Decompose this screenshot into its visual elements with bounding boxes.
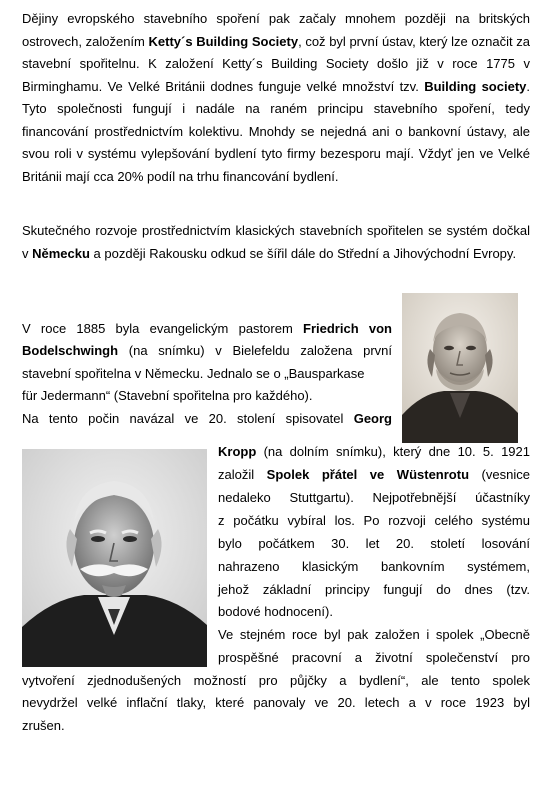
text-run: založil: [218, 467, 267, 482]
text-line: [22, 715, 530, 738]
text-run: Dějiny evropského stavebního spoření pak začaly mnohem později na britských ostrovech, založením: [22, 11, 530, 49]
text-run: stavební spořitelna v Německu. Jednalo se o „Bausparkase: [22, 366, 365, 381]
text-run: jehož základní principy fungují do dnes (tzv.: [218, 582, 530, 597]
text-run: bylo počátkem 30. let 20. století losování: [218, 536, 530, 551]
bold-text-run: Friedrich von: [303, 321, 392, 336]
bold-term-building-society: Building society: [424, 78, 527, 94]
text-run: (na snímku) v Bielefeldu založena první: [118, 343, 392, 358]
text-line: [218, 601, 530, 624]
text-run: V roce 1885 byla evangelickým pastorem: [22, 321, 304, 336]
photo-friedrich-von-bodelschwingh: [402, 293, 518, 443]
text-line: [218, 510, 530, 533]
bold-term-nemecko: Německu: [32, 245, 90, 261]
paragraph-building-societies: [22, 8, 530, 188]
text-run: (na dolním snímku), který dne 10. 5. 1921: [256, 444, 530, 459]
text-line: [218, 533, 530, 556]
text-run: nahrazeno klasickým bankovním systémem,: [218, 559, 530, 574]
bold-text-run: Bodelschwingh: [22, 343, 119, 358]
bold-term-kettys-building-society: Ketty´s Building Society: [148, 33, 299, 49]
text-run: . Tyto společnosti fungují i nadále na raném principu stavebního spoření, tedy financování prostřednictvím kolektivu. Mnohdy se nejedná ani o bankovní ústavy, ale svou roli v systému vylepšování bydlení tyto firmy bezesporu mají. Vždyť jen ve Velké Británii mají cca 20% podíl na trhu financování bydlení.: [22, 78, 531, 184]
photo-georg-kropp: [22, 449, 207, 667]
text-run: Skutečného rozvoje prostřednictvím klasických stavebních spořitelen se systém dočkal v: [22, 223, 530, 261]
text-line: [22, 385, 392, 408]
text-run: Ve stejném roce byl pak založen i spolek „Obecně: [218, 627, 530, 642]
text-line: [22, 318, 392, 341]
text-line: [218, 487, 530, 510]
text-line: [22, 692, 530, 715]
text-run: bodové hodnocení).: [218, 604, 333, 619]
text-run: a později Rakousku odkud se šířil dále do Střední a Jihovýchodní Evropy.: [89, 245, 517, 261]
bold-text-run: Kropp: [218, 444, 257, 459]
text-run: nevydržel velké inflační tlaky, které panovaly ve 20. letech a v roce 1923 byl: [22, 695, 530, 710]
text-run: vytvoření zjednodušených možností pro půjčky a bydlení“, ale tento spolek: [22, 673, 530, 688]
text-line: [22, 363, 392, 386]
text-line: [218, 441, 530, 464]
text-run: zrušen.: [22, 718, 65, 733]
text-line: [218, 624, 530, 647]
text-line: [218, 464, 530, 487]
text-run: , což byl první ústav, který lze označit za stavební spořitelnu. K založení Ketty´s Building Society došlo již v roce 1775 v Birminghamu. Ve Velké Británii dodnes funguje velké množství tzv.: [22, 33, 530, 94]
text-run: Na tento počin navázal ve 20. stolení spisovatel: [22, 411, 354, 426]
text-run: z počátku vybíral los. Po rozvoji celého systému: [218, 513, 530, 528]
text-line: [22, 408, 392, 431]
text-run: nedaleko Stuttgartu). Nejpotřebnější účastníky: [218, 490, 530, 505]
text-line: [218, 647, 530, 670]
paragraph-development: [22, 220, 530, 265]
bold-text-run: Spolek přátel ve Wüstenrotu: [266, 467, 470, 482]
text-run: (vesnice: [469, 467, 530, 482]
text-line: [218, 579, 530, 602]
text-run: für Jedermann“ (Stavební spořitelna pro každého).: [22, 388, 313, 403]
bold-text-run: Georg: [353, 411, 392, 426]
text-line: [22, 670, 530, 693]
text-line: [22, 340, 392, 363]
text-line: [218, 556, 530, 579]
text-run: prospěšné pracovní a životní společenství pro: [218, 650, 530, 665]
